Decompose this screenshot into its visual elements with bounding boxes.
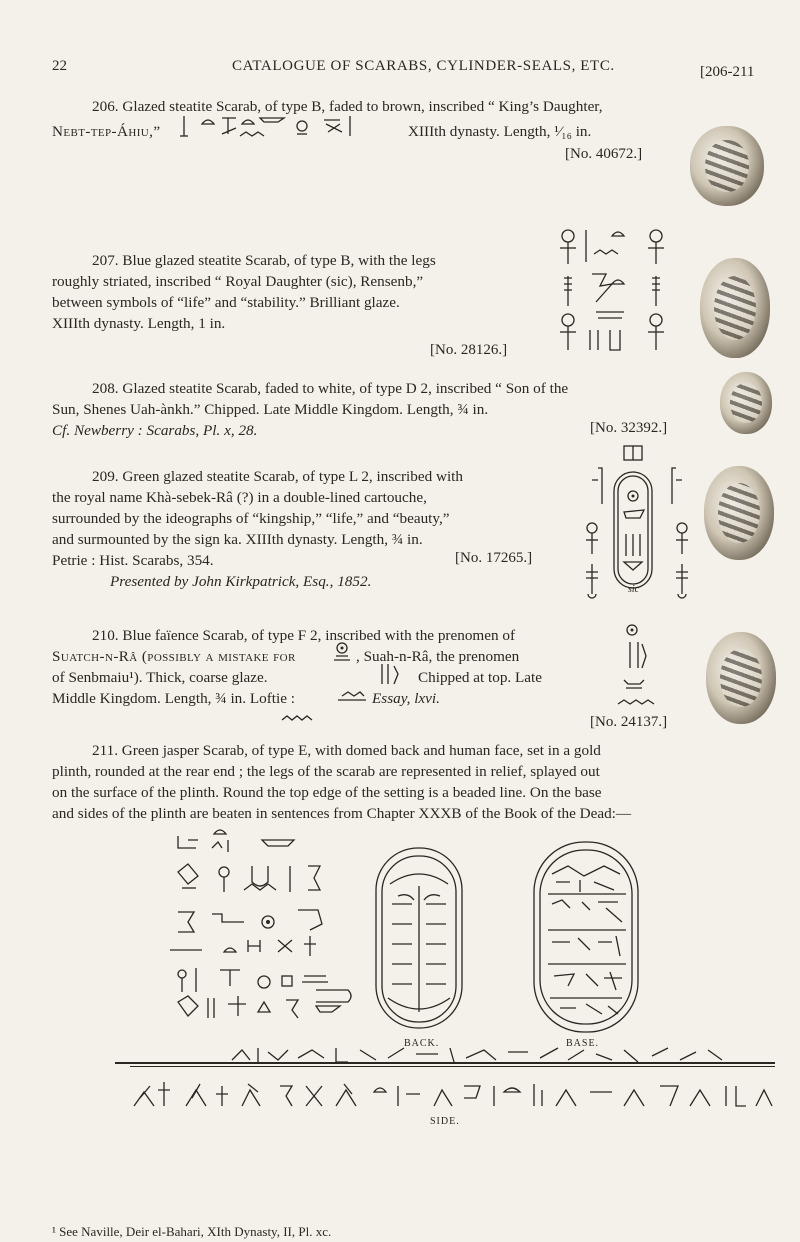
entry-206-dynasty: XIIIth dynasty. Length, ¹⁄₁₆ in. [408,123,592,140]
hieroglyph-loftie-210 [336,686,368,706]
hieroglyph-group-206 [178,114,398,140]
caption-base: BASE. [566,1038,600,1049]
side-rule-bottom [130,1066,775,1067]
entry-207-line1: 207. Blue glazed steatite Scarab, of type B, with the legs [92,252,436,269]
hieroglyph-pillar-210 [376,662,400,686]
page-number: 22 [52,58,67,74]
hieroglyph-block-left [168,826,358,1026]
entry-207-line4: XIIIth dynasty. Length, 1 in. [52,315,226,332]
entry-208-register: [No. 32392.] [590,420,668,436]
scarab-photo-206 [690,126,764,206]
entry-range: [206-211 [700,64,755,80]
entry-211-line4: and sides of the plinth are beaten in sentences from Chapter XXXB of the Book of the Dead:— [52,805,632,822]
caption-side: SIDE. [430,1116,460,1127]
entry-210-line1: 210. Blue faïence Scarab, of type F 2, inscribed with the prenomen of [92,627,516,644]
hieroglyph-inscription-207 [548,226,678,356]
scarab-photo-210 [706,632,776,724]
running-title: CATALOGUE OF SCARABS, CYLINDER-SEALS, ETC. [232,58,615,74]
entry-209-line4: and surmounted by the sign ka. XIIIth dynasty. Length, ¾ in. [52,531,423,548]
entry-209-presented: Presented by John Kirkpatrick, Esq., 1852. [110,573,372,590]
hieroglyph-cartouche-209 [584,444,694,594]
entry-206-name: Nebt-tep-Áhiu,” [52,123,161,140]
entry-208-line3: Cf. Newberry : Scarabs, Pl. x, 28. [52,422,258,439]
entry-210-line3b: Chipped at top. Late [418,669,542,686]
scarab-photo-208 [720,372,772,434]
entry-206-register: [No. 40672.] [565,146,643,162]
entry-210-line4b: Essay, lxvi. [372,690,440,707]
hieroglyph-ra-210 [330,640,354,664]
entry-208-line2: Sun, Shenes Uah-ànkh.” Chipped. Late Middle Kingdom. Length, ¾ in. [52,401,489,418]
caption-back: BACK. [404,1038,440,1049]
entry-211-line1: 211. Green jasper Scarab, of type E, with domed back and human face, set in a gold [92,742,601,759]
entry-211-line2: plinth, rounded at the rear end ; the legs of the scarab are represented in relief, splayed out [52,763,600,780]
entry-211-line3: on the surface of the plinth. Round the top edge of the setting is a beaded line. On the base [52,784,602,801]
hieroglyph-water-210 [280,714,316,724]
side-rule-top [115,1062,775,1064]
entry-210-line2a: Suatch-n-Râ (possibly a mistake for [52,648,296,665]
entry-210-line2b: , Suah-n-Râ, the prenomen [356,648,520,665]
entry-210-register: [No. 24137.] [590,714,668,730]
scarab-base-figure [530,838,642,1038]
entry-209-line3: surrounded by the ideographs of “kingship,” “life,” and “beauty,” [52,510,450,527]
entry-207-line3: between symbols of “life” and “stability.” Brilliant glaze. [52,294,400,311]
entry-208-line1: 208. Glazed steatite Scarab, faded to white, of type D 2, inscribed “ Son of the [92,380,569,397]
entry-210-line4: Middle Kingdom. Length, ¾ in. Loftie : [52,690,295,707]
entry-209-line5: Petrie : Hist. Scarabs, 354. [52,552,214,569]
entry-207-line2: roughly striated, inscribed “ Royal Daughter (sic), Rensenb,” [52,273,424,290]
footnote: ¹ See Naville, Deir el-Bahari, XIth Dynasty, II, Pl. xc. [52,1224,332,1239]
sic-label: sic [628,584,640,595]
entry-206-line1: 206. Glazed steatite Scarab, of type B, faded to brown, inscribed “ King’s Daughter, [92,98,603,115]
entry-207-register: [No. 28126.] [430,342,508,358]
entry-210-line3a: of Senbmaiu¹). Thick, coarse glaze. [52,669,268,686]
scarab-back-figure [372,844,466,1034]
hieroglyph-prenomen-210 [610,622,670,712]
side-inscription-bottom [130,1072,775,1112]
scarab-photo-207 [700,258,770,358]
entry-209-line2: the royal name Khà-sebek-Râ (?) in a double-lined cartouche, [52,489,427,506]
entry-209-line1: 209. Green glazed steatite Scarab, of type L 2, inscribed with [92,468,463,485]
scarab-photo-209 [704,466,774,560]
entry-209-register: [No. 17265.] [455,550,533,566]
